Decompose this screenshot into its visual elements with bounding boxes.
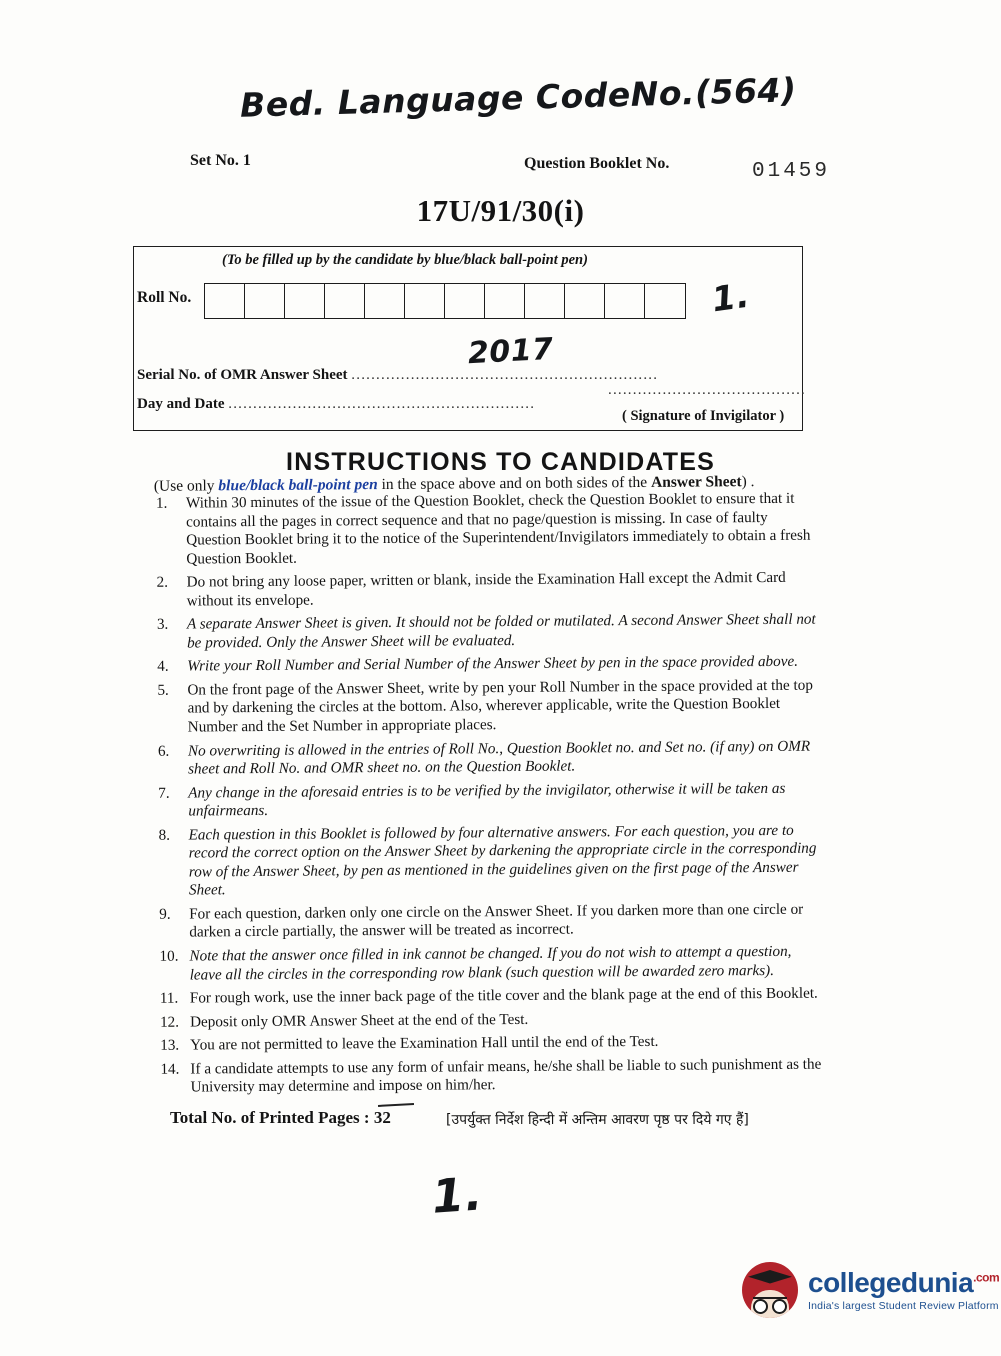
instruction-number: 4. — [157, 658, 169, 676]
roll-number-cell[interactable] — [605, 284, 645, 318]
serial-number-label: Serial No. of OMR Answer Sheet — [137, 367, 348, 383]
brand-name — [808, 1266, 1000, 1298]
total-printed-pages — [170, 1108, 391, 1128]
roll-number-cell[interactable] — [245, 284, 285, 318]
instruction-item — [157, 676, 822, 737]
instruction-text: Note that the answer once filled in ink cannot be changed. If you do not wish to attempt a question, leave all the circles in the corresponding row blank (such question will be awarded zero marks). — [189, 942, 792, 984]
brand-tld: .com — [973, 1270, 1000, 1285]
day-date-field[interactable] — [137, 396, 535, 413]
handwritten-mark-top: 1. — [709, 275, 753, 321]
instruction-text: On the front page of the Answer Sheet, write by pen your Roll Number in the space provided at the top and by darkening the circles at the bottom. Also, wherever applicable, write the Question Booklet Number and the Set Number in appropriate places. — [187, 676, 813, 736]
total-pages-label: Total No. of Printed Pages : — [170, 1108, 370, 1127]
roll-number-cell[interactable] — [285, 284, 325, 318]
glasses-icon — [753, 1297, 787, 1310]
instruction-text: Deposit only OMR Answer Sheet at the end of the Test. — [189, 1010, 529, 1031]
use-note-answer-sheet: Answer Sheet — [650, 473, 742, 491]
fill-instruction-note: (To be filled up by the candidate by blue/black ball-point pen) — [222, 252, 588, 268]
handwritten-year: 2017 — [467, 331, 555, 372]
instruction-number: 7. — [158, 784, 170, 802]
roll-number-cell[interactable] — [445, 284, 485, 318]
frame-bottom-rule — [133, 430, 803, 431]
roll-number-cell[interactable] — [365, 284, 405, 318]
instruction-item — [158, 779, 823, 821]
instruction-item — [160, 1008, 825, 1032]
instruction-item — [160, 985, 825, 1009]
instruction-number: 10. — [159, 947, 179, 965]
day-date-dots: .............................................................. — [228, 396, 536, 412]
graduation-cap-icon — [748, 1270, 792, 1284]
roll-number-cell[interactable] — [645, 284, 685, 318]
instruction-text: If a candidate attempts to use any form of unfair means, he/she shall be liable to such punishment as the University may determine and impose on him/her. — [190, 1055, 822, 1096]
instruction-item — [157, 653, 822, 677]
instruction-item — [158, 737, 823, 779]
question-booklet-number: 01459 — [752, 160, 831, 183]
serial-number-dots: .............................................................. — [351, 367, 659, 383]
instruction-item — [157, 569, 822, 611]
use-note-suffix: ) . — [741, 473, 755, 491]
paper-code: 17U/91/30(i) — [416, 193, 585, 228]
instruction-text: Any change in the aforesaid entries is to be verified by the invigilator, otherwise it will be taken as unfairmeans. — [188, 779, 786, 820]
roll-number-cell[interactable] — [325, 284, 365, 318]
roll-number-label: Roll No. — [137, 289, 192, 306]
handwritten-title: Bed. Language CodeNo.(564) — [239, 70, 798, 125]
instructions-title: INSTRUCTIONS TO CANDIDATES — [286, 448, 715, 476]
instruction-text: You are not permitted to leave the Examination Hall until the end of the Test. — [190, 1033, 659, 1054]
instruction-number: 13. — [160, 1036, 180, 1054]
roll-number-grid[interactable] — [204, 283, 686, 319]
instruction-item — [158, 821, 824, 900]
instruction-text: For rough work, use the inner back page of the title cover and the blank page at the end of this Booklet. — [189, 984, 818, 1007]
graduate-avatar-icon — [742, 1262, 798, 1318]
instruction-number: 6. — [157, 742, 170, 760]
instruction-text: Within 30 minutes of the issue of the Question Booklet, check the Question Booklet to ensure that it contains all the pages in correct sequence and that no page/question is missing. In case of faulty Question Booklet bring it to the notice of the Superintendent/Invigilators immediately to obtain a fresh Question Booklet. — [185, 489, 811, 568]
instruction-text: Do not bring any loose paper, written or blank, inside the Examination Hall except the Admit Card without its envelope. — [186, 569, 786, 610]
instruction-number: 9. — [159, 905, 171, 923]
instruction-number: 2. — [156, 573, 169, 591]
signature-dots: ........................................ — [608, 382, 806, 398]
use-note-prefix: (Use only — [153, 477, 219, 495]
handwritten-mark-bottom: 1. — [430, 1166, 485, 1224]
instructions-list — [156, 490, 826, 1103]
instruction-number: 12. — [159, 1013, 180, 1031]
roll-number-cell[interactable] — [405, 284, 445, 318]
roll-number-cell[interactable] — [485, 284, 525, 318]
set-number-label: Set No. 1 — [190, 152, 251, 169]
instruction-text: A separate Answer Sheet is given. It should not be folded or mutilated. A second Answer Sheet shall not be provided. Only the Answer Sheet will be evaluated. — [186, 610, 816, 652]
roll-number-cell[interactable] — [565, 284, 605, 318]
signature-label: ( Signature of Invigilator ) — [622, 408, 785, 424]
instruction-item — [156, 490, 822, 569]
frame-left-rule — [133, 246, 134, 431]
instruction-number: 8. — [158, 826, 171, 844]
collegedunia-watermark — [742, 1262, 999, 1318]
instruction-number: 1. — [155, 494, 168, 512]
instruction-number: 5. — [157, 681, 169, 699]
day-date-label: Day and Date — [137, 396, 225, 412]
instruction-number: 11. — [159, 989, 179, 1007]
instruction-text: For each question, darken only one circle on the Answer Sheet. If you darken more than one circle or darken a circle partially, the answer will be treated as incorrect. — [189, 900, 804, 942]
frame-top-rule — [133, 246, 803, 247]
instruction-item — [160, 1055, 825, 1097]
instruction-item — [157, 611, 822, 653]
roll-number-cell[interactable] — [525, 284, 565, 318]
use-note-pen-emphasis: blue/black ball-point pen — [218, 476, 378, 495]
instruction-item — [160, 1032, 825, 1056]
use-note-middle: in the space above and on both sides of the — [377, 473, 652, 494]
instruction-text: No overwriting is allowed in the entries of Roll No., Question Booklet no. and Set no. (if any) on OMR sheet and Roll No. and OMR sheet no. on the Question Booklet. — [187, 737, 811, 778]
total-pages-value: 32 — [373, 1108, 391, 1127]
instruction-text: Write your Roll Number and Serial Number of the Answer Sheet by pen in the space provided above. — [187, 653, 799, 675]
hindi-instruction-note: [उपर्युक्त निर्देश हिन्दी में अन्तिम आवरण पृष्ठ पर दिये गए हैं] — [446, 1112, 749, 1128]
instruction-number: 14. — [160, 1060, 180, 1078]
instruction-item — [159, 900, 824, 942]
frame-right-rule — [802, 246, 803, 431]
serial-number-field[interactable] — [137, 367, 658, 384]
instruction-number: 3. — [156, 615, 169, 634]
instruction-text: Each question in this Booklet is followed by four alternative answers. For each question, you are to record the correct option on the Answer Sheet by darkening the appropriate circle in the corresponding row of the Answer Sheet, by pen as mentioned in the guidelines given on the first page of the Answer Sheet. — [188, 821, 817, 899]
brand-tagline: India's largest Student Review Platform — [808, 1299, 999, 1312]
brand-name-text: collegedunia — [808, 1266, 974, 1298]
strike-mark — [378, 1103, 414, 1107]
instruction-item — [159, 943, 824, 985]
question-booklet-label: Question Booklet No. — [524, 155, 670, 172]
roll-number-cell[interactable] — [205, 284, 245, 318]
watermark-text — [808, 1266, 1000, 1312]
